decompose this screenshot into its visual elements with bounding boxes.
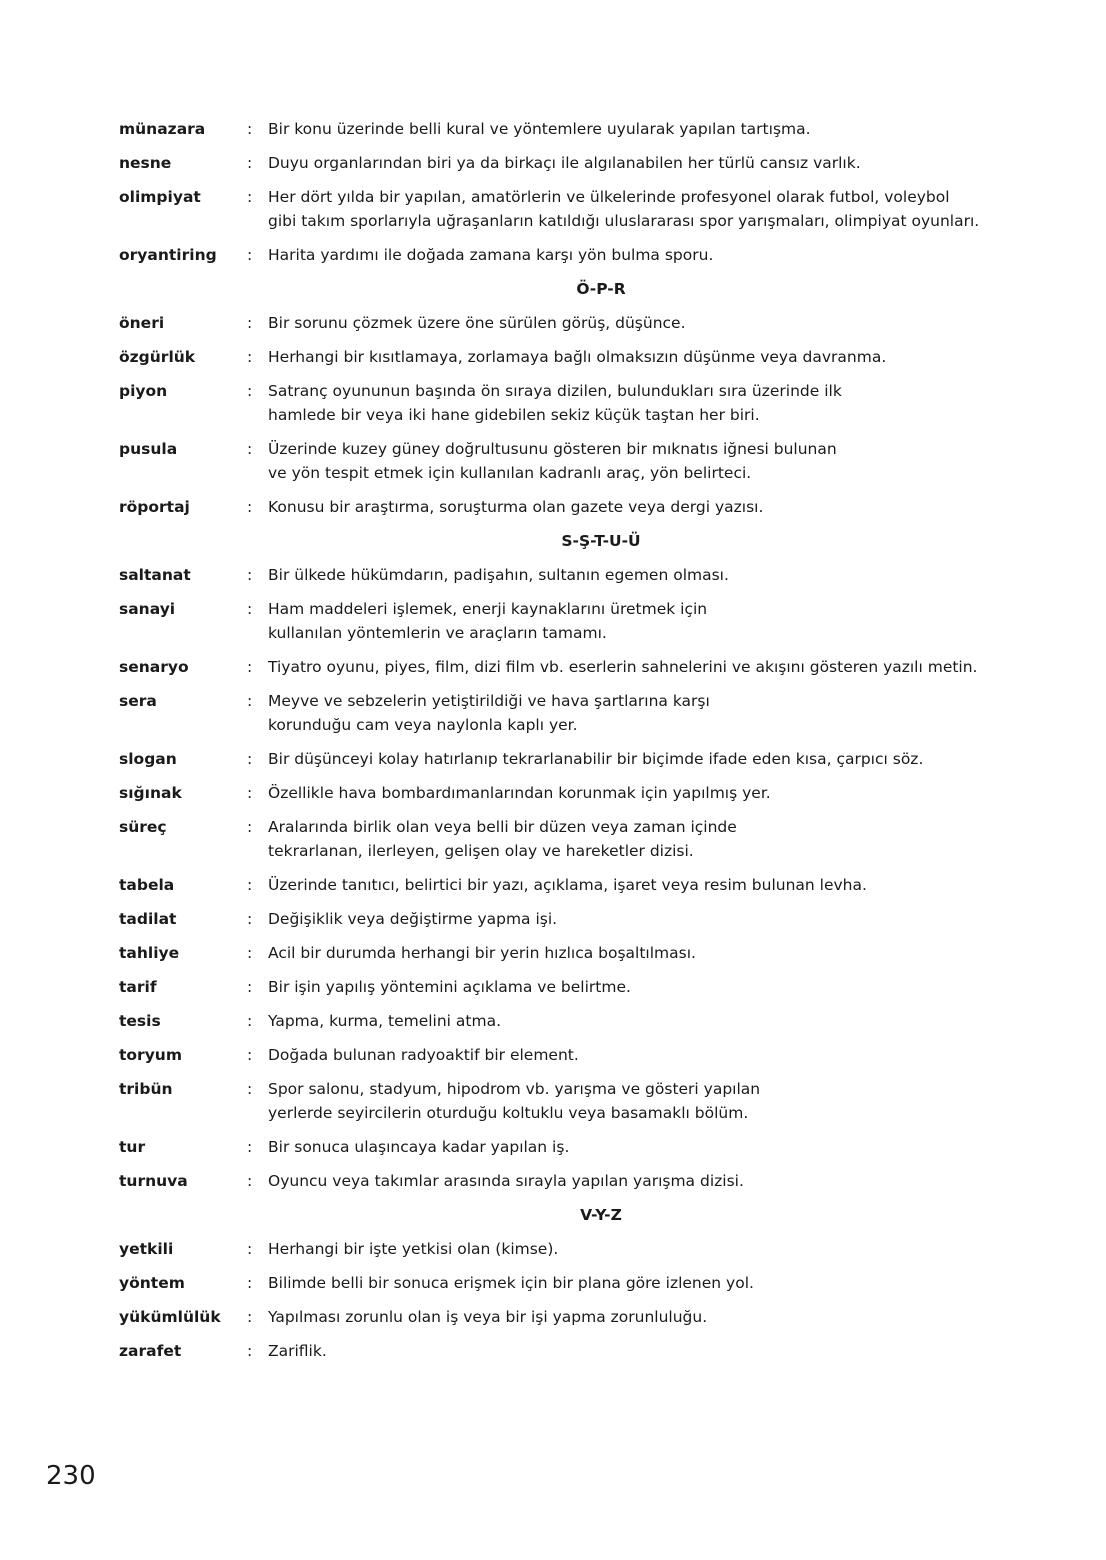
glossary-definition — [268, 185, 999, 233]
term-separator: : — [247, 910, 253, 928]
definition-line: Oyuncu veya takımlar arasında sırayla yapılan yarışma dizisi. — [268, 1172, 744, 1190]
glossary-definition — [268, 437, 999, 485]
glossary-term: saltanat — [119, 566, 191, 584]
term-separator: : — [247, 1080, 253, 1098]
glossary-definition — [268, 1077, 999, 1125]
glossary-entry — [119, 379, 999, 427]
glossary-entry — [119, 345, 999, 369]
glossary-definition — [268, 941, 999, 965]
glossary-definition — [268, 597, 999, 645]
term-separator: : — [247, 440, 253, 458]
glossary-term: sığınak — [119, 784, 182, 802]
glossary-term: olimpiyat — [119, 188, 201, 206]
definition-line: Satranç oyununun başında ön sıraya dizilen, bulundukları sıra üzerinde ilk — [268, 382, 842, 400]
glossary-definition — [268, 1043, 999, 1067]
glossary-term: zarafet — [119, 1342, 182, 1360]
definition-line: hamlede bir veya iki hane gidebilen sekiz küçük taştan her biri. — [268, 406, 760, 424]
glossary-definition — [268, 907, 999, 931]
glossary-term: öneri — [119, 314, 165, 332]
glossary-entry — [119, 495, 999, 519]
term-separator: : — [247, 1308, 253, 1326]
definition-line: Acil bir durumda herhangi bir yerin hızlıca boşaltılması. — [268, 944, 696, 962]
glossary-definition — [268, 1305, 999, 1329]
term-separator: : — [247, 154, 253, 172]
glossary-definition — [268, 311, 999, 335]
glossary-term: nesne — [119, 154, 172, 172]
glossary-term: tarif — [119, 978, 157, 996]
term-separator: : — [247, 314, 253, 332]
definition-line: Meyve ve sebzelerin yetiştirildiği ve hava şartlarına karşı — [268, 692, 710, 710]
term-separator: : — [247, 1046, 253, 1064]
definition-line: Bir konu üzerinde belli kural ve yöntemlere uyularak yapılan tartışma. — [268, 120, 811, 138]
glossary-entry — [119, 975, 999, 999]
glossary-definition — [268, 495, 999, 519]
glossary-entry — [119, 1077, 999, 1125]
glossary-term: tribün — [119, 1080, 173, 1098]
term-separator: : — [247, 120, 253, 138]
definition-line: gibi takım sporlarıyla uğraşanların katıldığı uluslararası spor yarışmaları, olimpiyat oyunları. — [268, 212, 980, 230]
definition-line: Konusu bir araştırma, soruşturma olan gazete veya dergi yazısı. — [268, 498, 764, 516]
definition-line: Aralarında birlik olan veya belli bir düzen veya zaman içinde — [268, 818, 737, 836]
term-separator: : — [247, 876, 253, 894]
definition-line: Bir sorunu çözmek üzere öne sürülen görüş, düşünce. — [268, 314, 686, 332]
term-separator: : — [247, 1012, 253, 1030]
definition-line: kullanılan yöntemlerin ve araçların tamamı. — [268, 624, 607, 642]
term-separator: : — [247, 246, 253, 264]
glossary-term: süreç — [119, 818, 167, 836]
glossary-entry — [119, 689, 999, 737]
glossary-entry — [119, 151, 999, 175]
glossary-entry — [119, 243, 999, 267]
term-separator: : — [247, 188, 253, 206]
glossary-term: piyon — [119, 382, 168, 400]
term-separator: : — [247, 1342, 253, 1360]
term-separator: : — [247, 1138, 253, 1156]
definition-line: Değişiklik veya değiştirme yapma işi. — [268, 910, 558, 928]
glossary-definition — [268, 1271, 999, 1295]
glossary-term: röportaj — [119, 498, 190, 516]
term-separator: : — [247, 692, 253, 710]
glossary-term: tur — [119, 1138, 146, 1156]
glossary-term: tadilat — [119, 910, 177, 928]
glossary-definition — [268, 1135, 999, 1159]
definition-line: Bir sonuca ulaşıncaya kadar yapılan iş. — [268, 1138, 570, 1156]
glossary-definition — [268, 379, 999, 427]
definition-line: yerlerde seyircilerin oturduğu koltuklu veya basamaklı bölüm. — [268, 1104, 749, 1122]
glossary-entry — [119, 1305, 999, 1329]
definition-line: Herhangi bir kısıtlamaya, zorlamaya bağlı olmaksızın düşünme veya davranma. — [268, 348, 887, 366]
section-heading: S-Ş-T-U-Ü — [561, 532, 641, 550]
term-separator: : — [247, 1274, 253, 1292]
glossary-term: tesis — [119, 1012, 161, 1030]
glossary-definition — [268, 1009, 999, 1033]
glossary-term: senaryo — [119, 658, 189, 676]
glossary-entry — [119, 781, 999, 805]
glossary-term: münazara — [119, 120, 206, 138]
definition-line: Herhangi bir işte yetkisi olan (kimse). — [268, 1240, 559, 1258]
glossary-term: yöntem — [119, 1274, 185, 1292]
term-separator: : — [247, 978, 253, 996]
glossary-definition — [268, 747, 999, 771]
glossary-definition — [268, 781, 999, 805]
glossary-definition — [268, 815, 999, 863]
glossary-entry — [119, 563, 999, 587]
glossary-term: sera — [119, 692, 157, 710]
glossary-term: slogan — [119, 750, 177, 768]
glossary-entry — [119, 1135, 999, 1159]
term-separator: : — [247, 784, 253, 802]
term-separator: : — [247, 498, 253, 516]
glossary-entry — [119, 185, 999, 233]
glossary-entry — [119, 1237, 999, 1261]
glossary-definition — [268, 975, 999, 999]
glossary-term: sanayi — [119, 600, 176, 618]
definition-line: Duyu organlarından biri ya da birkaçı ile algılanabilen her türlü cansız varlık. — [268, 154, 861, 172]
glossary-entry — [119, 907, 999, 931]
glossary-term: yetkili — [119, 1240, 174, 1258]
definition-line: Üzerinde kuzey güney doğrultusunu gösteren bir mıknatıs iğnesi bulunan — [268, 440, 837, 458]
term-separator: : — [247, 944, 253, 962]
glossary-term: yükümlülük — [119, 1308, 221, 1326]
glossary-entry — [119, 311, 999, 335]
term-separator: : — [247, 382, 253, 400]
term-separator: : — [247, 1240, 253, 1258]
glossary-definition — [268, 1237, 999, 1261]
glossary-entry — [119, 655, 999, 679]
definition-line: ve yön tespit etmek için kullanılan kadranlı araç, yön belirteci. — [268, 464, 752, 482]
term-separator: : — [247, 658, 253, 676]
definition-line: Her dört yılda bir yapılan, amatörlerin ve ülkelerinde profesyonel olarak futbol, voleybol — [268, 188, 950, 206]
section-heading: Ö-P-R — [576, 280, 626, 298]
term-separator: : — [247, 348, 253, 366]
glossary-term: toryum — [119, 1046, 182, 1064]
definition-line: Ham maddeleri işlemek, enerji kaynaklarını üretmek için — [268, 600, 708, 618]
definition-line: Bir düşünceyi kolay hatırlanıp tekrarlanabilir bir biçimde ifade eden kısa, çarpıcı söz. — [268, 750, 924, 768]
definition-line: Yapılması zorunlu olan iş veya bir işi yapma zorunluluğu. — [268, 1308, 708, 1326]
glossary-entry — [119, 873, 999, 897]
glossary-entry — [119, 1339, 999, 1363]
definition-line: Harita yardımı ile doğada zamana karşı yön bulma sporu. — [268, 246, 714, 264]
definition-line: Bilimde belli bir sonuca erişmek için bir plana göre izlenen yol. — [268, 1274, 754, 1292]
section-heading: V-Y-Z — [580, 1206, 622, 1224]
page-number: 230 — [46, 1461, 96, 1491]
definition-line: Özellikle hava bombardımanlarından korunmak için yapılmış yer. — [268, 784, 771, 802]
term-separator: : — [247, 566, 253, 584]
term-separator: : — [247, 600, 253, 618]
glossary-entry — [119, 1169, 999, 1193]
glossary-entry — [119, 117, 999, 141]
glossary-definition — [268, 1339, 999, 1363]
glossary-definition — [268, 689, 999, 737]
glossary-entry — [119, 597, 999, 645]
definition-line: Bir işin yapılış yöntemini açıklama ve belirtme. — [268, 978, 631, 996]
glossary-entry — [119, 437, 999, 485]
glossary-entry — [119, 1043, 999, 1067]
glossary-term: tabela — [119, 876, 175, 894]
glossary-term: pusula — [119, 440, 178, 458]
glossary-term: özgürlük — [119, 348, 196, 366]
definition-line: Tiyatro oyunu, piyes, film, dizi film vb. eserlerin sahnelerini ve akışını gösteren yazılı metin. — [268, 658, 978, 676]
definition-line: korunduğu cam veya naylonla kaplı yer. — [268, 716, 578, 734]
glossary-definition — [268, 117, 999, 141]
term-separator: : — [247, 1172, 253, 1190]
glossary-list — [119, 117, 999, 1373]
definition-line: Yapma, kurma, temelini atma. — [268, 1012, 502, 1030]
glossary-term: turnuva — [119, 1172, 188, 1190]
glossary-entry — [119, 747, 999, 771]
glossary-entry — [119, 941, 999, 965]
glossary-definition — [268, 151, 999, 175]
glossary-definition — [268, 243, 999, 267]
glossary-definition — [268, 655, 999, 679]
definition-line: Zariflik. — [268, 1342, 327, 1360]
definition-line: Spor salonu, stadyum, hipodrom vb. yarışma ve gösteri yapılan — [268, 1080, 761, 1098]
term-separator: : — [247, 750, 253, 768]
glossary-term: oryantiring — [119, 246, 217, 264]
glossary-definition — [268, 873, 999, 897]
definition-line: Bir ülkede hükümdarın, padişahın, sultanın egemen olması. — [268, 566, 729, 584]
glossary-definition — [268, 563, 999, 587]
glossary-entry — [119, 1009, 999, 1033]
glossary-term: tahliye — [119, 944, 180, 962]
glossary-entry — [119, 1271, 999, 1295]
term-separator: : — [247, 818, 253, 836]
glossary-definition — [268, 1169, 999, 1193]
definition-line: Doğada bulunan radyoaktif bir element. — [268, 1046, 579, 1064]
definition-line: Üzerinde tanıtıcı, belirtici bir yazı, açıklama, işaret veya resim bulunan levha. — [268, 876, 867, 894]
definition-line: tekrarlanan, ilerleyen, gelişen olay ve hareketler dizisi. — [268, 842, 694, 860]
glossary-entry — [119, 815, 999, 863]
glossary-definition — [268, 345, 999, 369]
